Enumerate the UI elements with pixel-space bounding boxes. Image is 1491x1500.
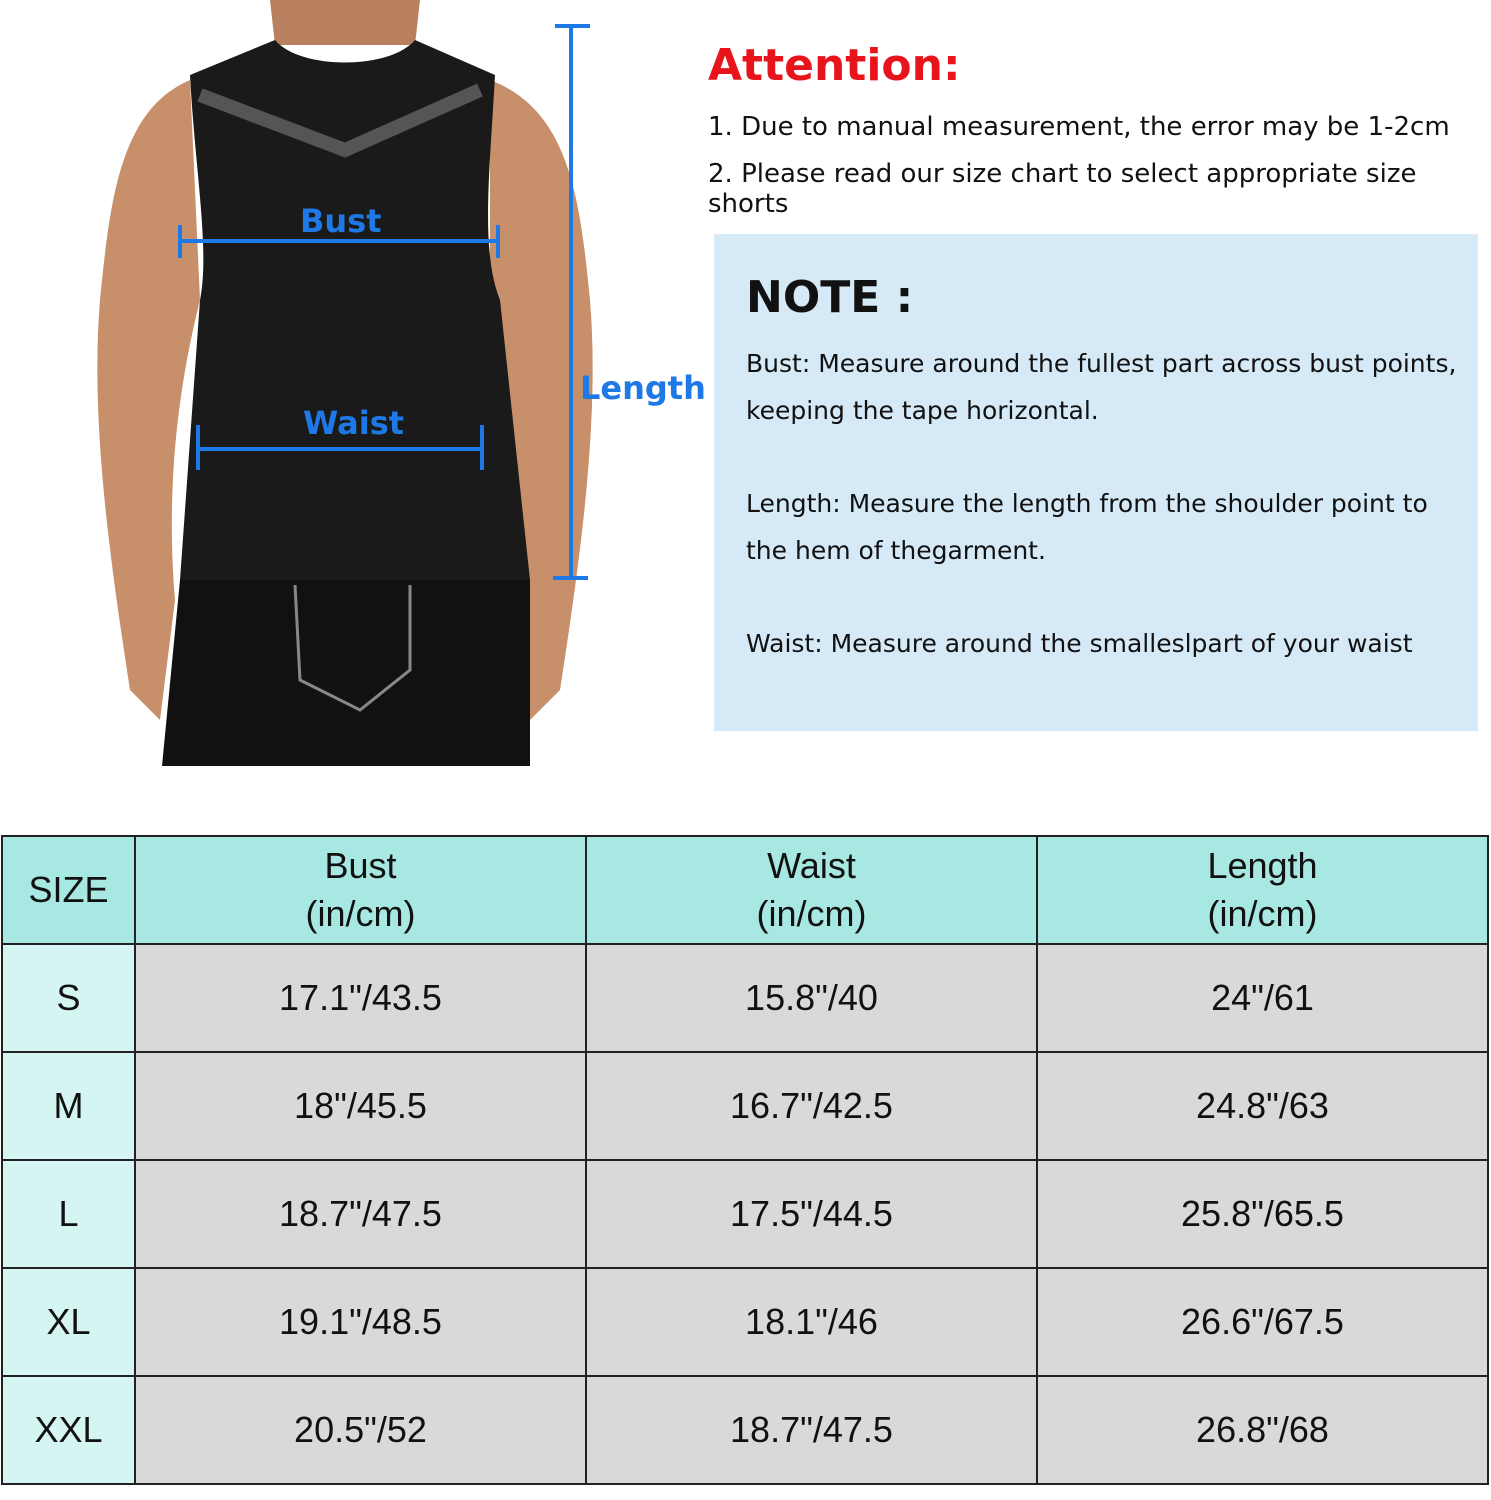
note-title: NOTE : bbox=[746, 272, 914, 323]
header-waist bbox=[586, 836, 1037, 944]
size-table bbox=[1, 835, 1489, 1485]
size-cell: S bbox=[2, 944, 135, 1052]
length-cell: 24.8"/63 bbox=[1037, 1052, 1488, 1160]
table-header-row bbox=[2, 836, 1488, 944]
table-row bbox=[2, 1160, 1488, 1268]
table-row bbox=[2, 944, 1488, 1052]
header-unit: (in/cm) bbox=[1207, 893, 1318, 934]
header-length bbox=[1037, 836, 1488, 944]
size-cell: L bbox=[2, 1160, 135, 1268]
waist-cell: 16.7"/42.5 bbox=[586, 1052, 1037, 1160]
table-row bbox=[2, 1376, 1488, 1484]
size-cell: XXL bbox=[2, 1376, 135, 1484]
length-label: Length bbox=[580, 369, 706, 407]
bust-cell: 20.5"/52 bbox=[135, 1376, 586, 1484]
waist-cell: 17.5"/44.5 bbox=[586, 1160, 1037, 1268]
length-cell: 24"/61 bbox=[1037, 944, 1488, 1052]
table-row bbox=[2, 1052, 1488, 1160]
header-unit: (in/cm) bbox=[756, 893, 867, 934]
bust-cell: 18"/45.5 bbox=[135, 1052, 586, 1160]
bust-cell: 17.1"/43.5 bbox=[135, 944, 586, 1052]
header-label: SIZE bbox=[28, 869, 109, 910]
length-cell: 25.8"/65.5 bbox=[1037, 1160, 1488, 1268]
bust-cell: 18.7"/47.5 bbox=[135, 1160, 586, 1268]
bust-cell: 19.1"/48.5 bbox=[135, 1268, 586, 1376]
header-bust bbox=[135, 836, 586, 944]
header-label: Length bbox=[1207, 845, 1318, 886]
size-cell: XL bbox=[2, 1268, 135, 1376]
waist-cell: 18.1"/46 bbox=[586, 1268, 1037, 1376]
header-unit: (in/cm) bbox=[305, 893, 416, 934]
size-cell: M bbox=[2, 1052, 135, 1160]
waist-label: Waist bbox=[303, 404, 405, 442]
note-waist: Waist: Measure around the smalleslpart of your waist bbox=[746, 629, 1413, 658]
note-length: Length: Measure the length from the shoulder point to the hem of thegarment. bbox=[746, 489, 1428, 565]
note-box bbox=[714, 234, 1478, 731]
bust-label: Bust bbox=[300, 202, 382, 240]
attention-tip: 1. Due to manual measurement, the error may be 1-2cm bbox=[708, 112, 1450, 142]
note-bust: Bust: Measure around the fullest part across bust points, keeping the tape horizontal. bbox=[746, 349, 1457, 425]
attention-tip: 2. Please read our size chart to select appropriate size shorts bbox=[708, 159, 1417, 219]
waist-cell: 18.7"/47.5 bbox=[586, 1376, 1037, 1484]
header-label: Bust bbox=[324, 845, 397, 886]
table-row bbox=[2, 1268, 1488, 1376]
length-cell: 26.6"/67.5 bbox=[1037, 1268, 1488, 1376]
waist-cell: 15.8"/40 bbox=[586, 944, 1037, 1052]
length-cell: 26.8"/68 bbox=[1037, 1376, 1488, 1484]
attention-title: Attention: bbox=[708, 40, 961, 91]
header-label: Waist bbox=[767, 845, 856, 886]
header-size bbox=[2, 836, 135, 944]
